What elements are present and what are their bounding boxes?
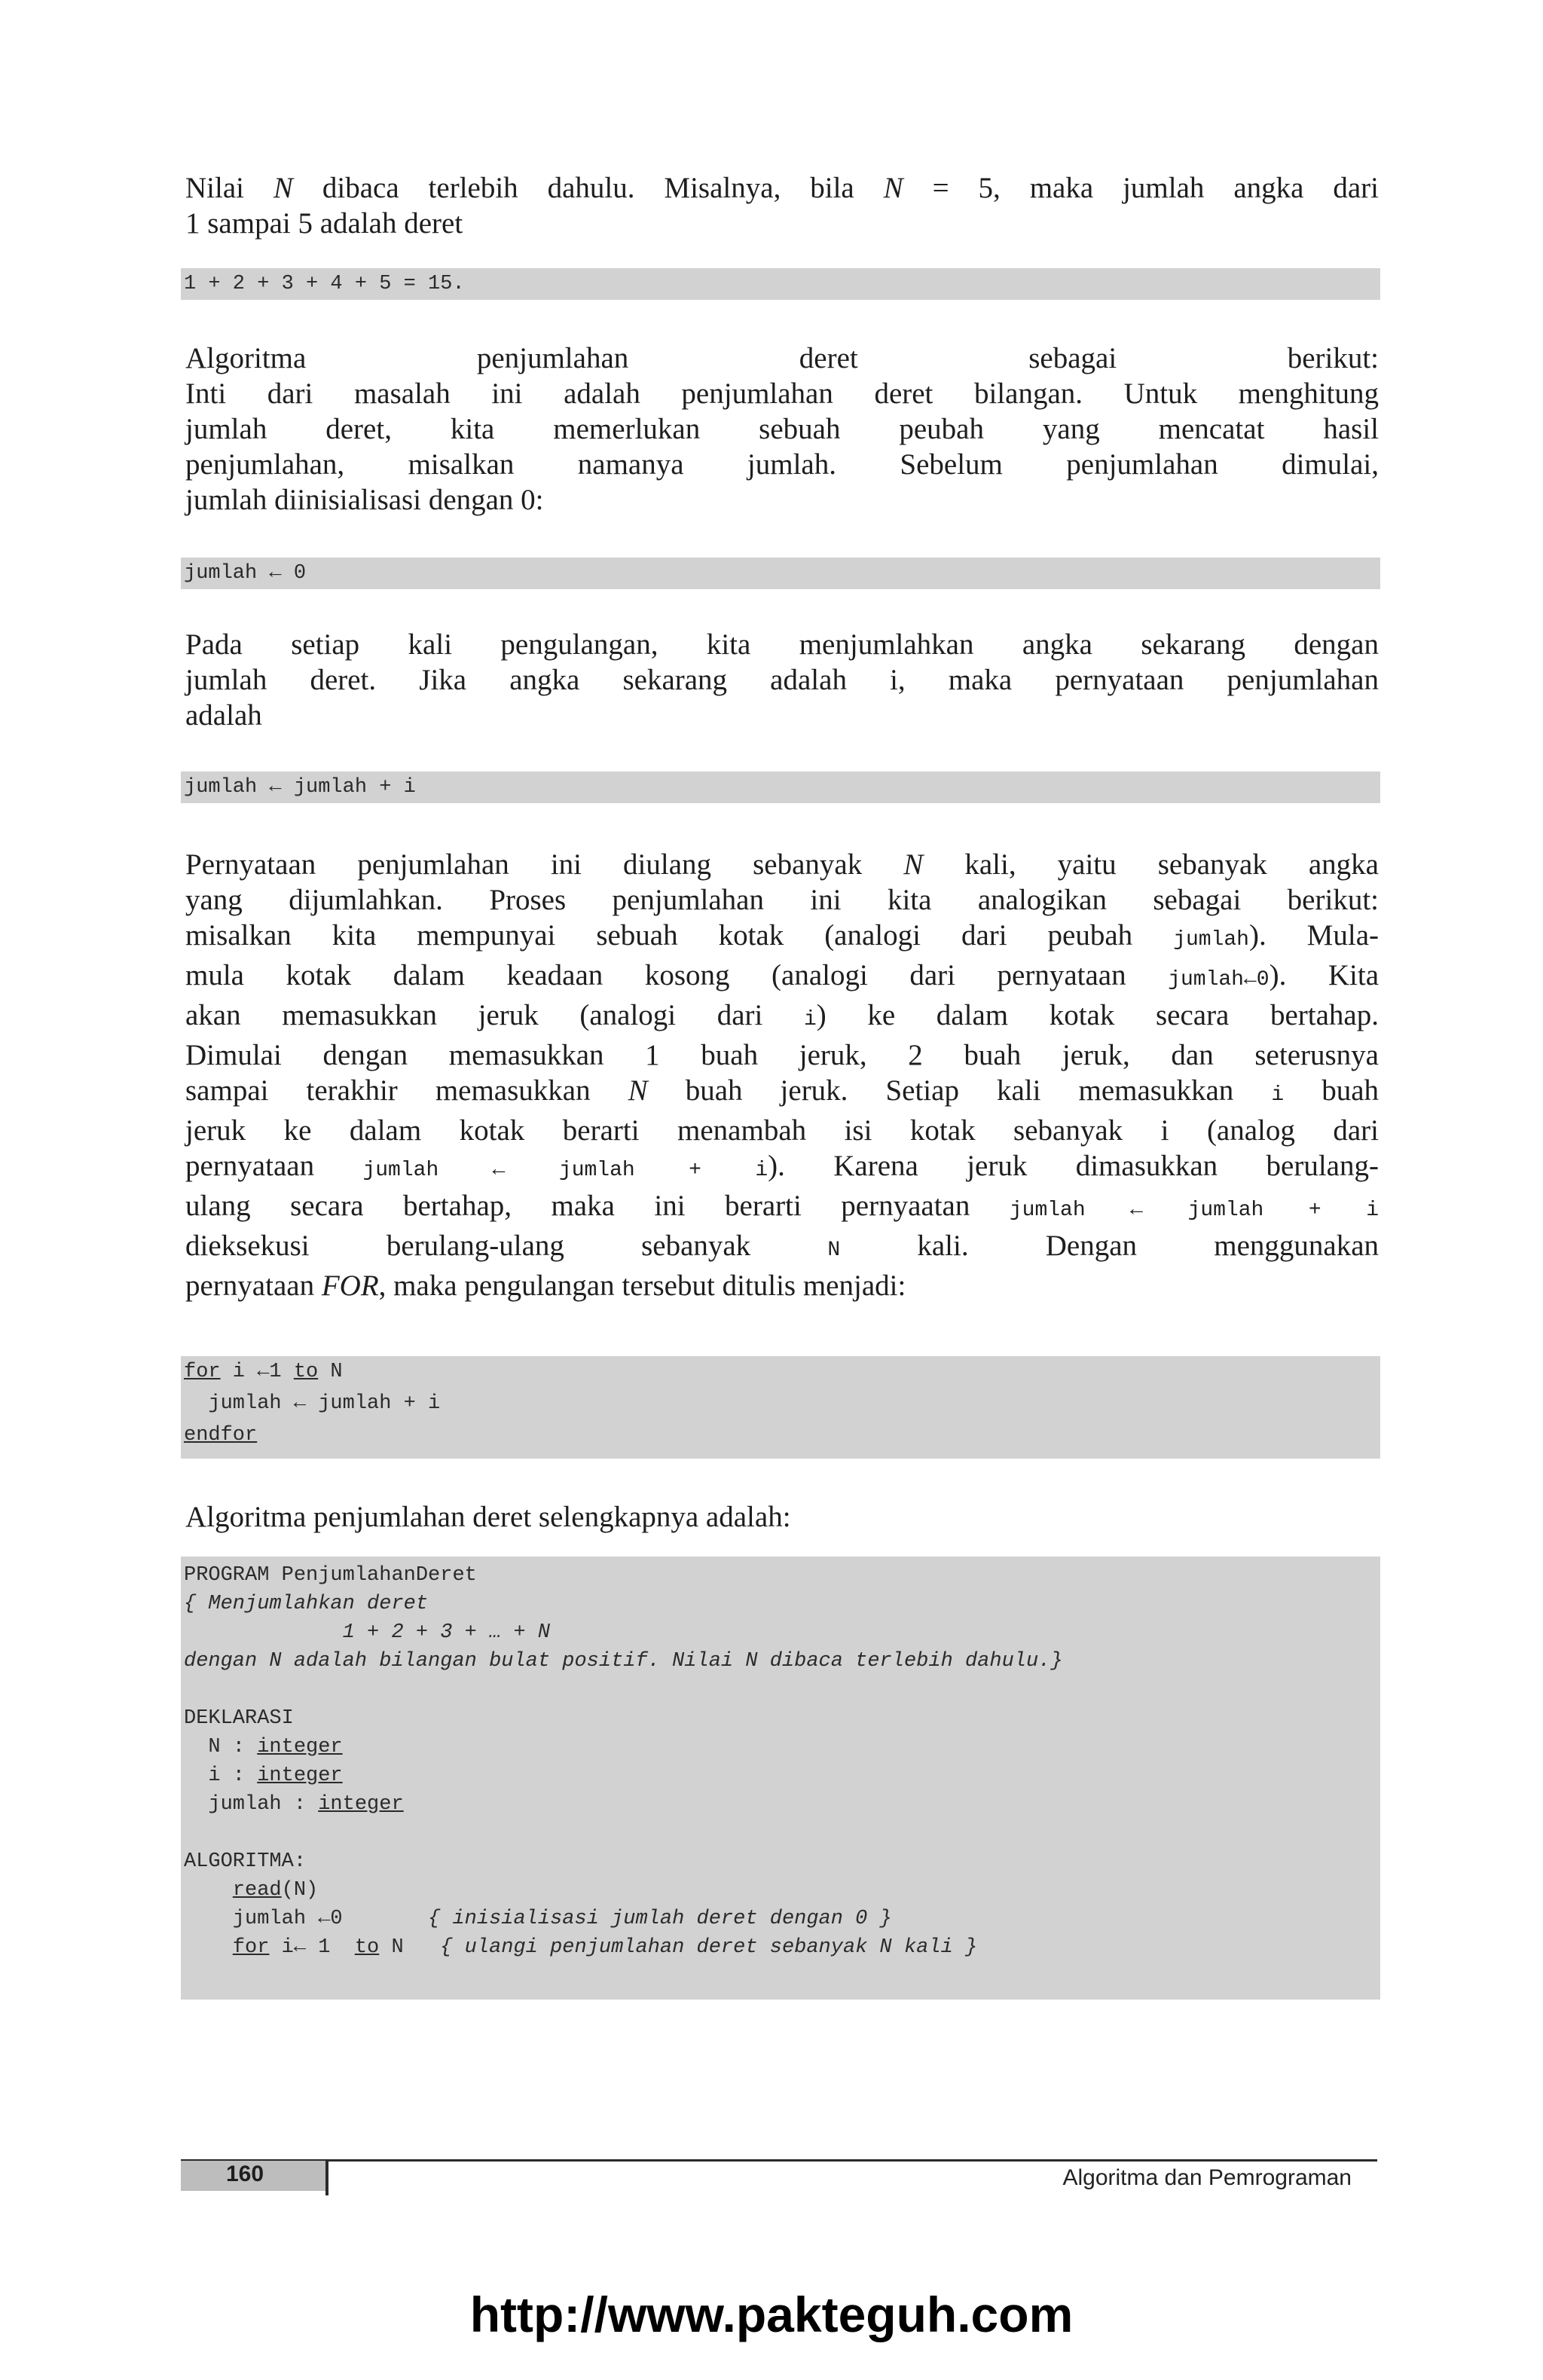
italic-term: N (628, 1074, 648, 1107)
code-line (184, 1676, 1377, 1704)
keyword: endfor (184, 1424, 258, 1447)
keyword: to (354, 1936, 380, 1959)
inline-code: jumlah ← jumlah + i (1009, 1199, 1379, 1222)
text-line: 1 sampai 5 adalah deret (185, 207, 463, 240)
text-line: akan memasukkan jeruk (analogi dari i) ke dalam kotak secara bertahap. (185, 999, 1379, 1031)
keyword: integer (318, 1793, 404, 1816)
keyword: integer (257, 1736, 343, 1758)
code-line: N : integer (184, 1736, 343, 1758)
running-footer-title: Algoritma dan Pemrograman (1062, 2165, 1352, 2190)
code-line (184, 1590, 1377, 1618)
code-line: read(N) (232, 1879, 319, 1902)
text-line: penjumlahan, misalkan namanya jumlah. Sebelum penjumlahan dimulai, (185, 448, 1379, 481)
inline-code: jumlah (1173, 928, 1249, 952)
text-line: Dimulai dengan memasukkan 1 buah jeruk, 2 buah jeruk, dan seterusnya (185, 1039, 1379, 1071)
footer-rule (181, 2159, 1377, 2162)
code-block-sum-example (181, 268, 1380, 300)
text-line: mula kotak dalam keadaan kosong (analogi dari pernyataan jumlah←0). Kita (185, 959, 1380, 991)
code-line: jumlah ← 0 (184, 562, 307, 585)
text-line: Nilai N dibaca terlebih dahulu. Misalnya, bila N = 5, maka jumlah angka dari (185, 172, 1380, 204)
inline-code: N (827, 1239, 841, 1262)
full-algorithm-intro (185, 1499, 1379, 1535)
text-line: Pada setiap kali pengulangan, kita menjumlahkan angka sekarang dengan (185, 628, 1379, 661)
text-line: misalkan kita mempunyai sebuah kotak (analogi dari peubah jumlah). Mula- (185, 919, 1379, 952)
code-line: jumlah : integer (184, 1793, 404, 1816)
watermark-url: http://www.pakteguh.com (469, 2287, 1074, 2342)
keyword: for (232, 1936, 270, 1959)
text-line: ulang secara bertahap, maka ini berarti pernyaatan jumlah ← jumlah + i (185, 1190, 1379, 1222)
page-number: 160 (226, 2162, 264, 2186)
italic-term: N (883, 172, 903, 204)
footer-divider (325, 2159, 328, 2195)
loop-intro-paragraph (185, 627, 1379, 733)
algorithm-intro-paragraph (185, 341, 1379, 518)
italic-term: { ulangi penjumlahan deret sebanyak N kali } (440, 1936, 978, 1959)
inline-code: i (1271, 1083, 1285, 1107)
intro-paragraph (185, 170, 1379, 241)
text-line: jumlah deret, kita memerlukan sebuah peubah yang mencatat hasil (185, 413, 1379, 445)
text-line: jumlah deret. Jika angka sekarang adalah i, maka pernyataan penjumlahan (185, 664, 1379, 696)
keyword: to (293, 1361, 319, 1383)
code-line (184, 1819, 1377, 1847)
code-line: DEKLARASI (184, 1707, 294, 1730)
code-line: ALGORITMA: (184, 1850, 307, 1873)
keyword: for (184, 1361, 221, 1383)
code-line: 1 + 2 + 3 + 4 + 5 = 15. (184, 273, 465, 295)
italic-term: 1 + 2 + 3 + … + N (184, 1621, 551, 1644)
italic-term: { inisialisasi jumlah deret dengan 0 } (428, 1908, 892, 1930)
code-block-add (181, 771, 1380, 803)
keyword: read (232, 1879, 282, 1902)
explanation-paragraph (185, 847, 1379, 1303)
italic-term: dengan N adalah bilangan bulat positif. Nilai N dibaca terlebih dahulu.} (184, 1650, 1063, 1673)
inline-code: i (803, 1008, 817, 1031)
text-line: Inti dari masalah ini adalah penjumlahan deret bilangan. Untuk menghitung (185, 377, 1379, 410)
keyword: integer (257, 1764, 343, 1787)
code-line (184, 1419, 1377, 1451)
code-block-init (181, 558, 1380, 589)
text-line: sampai terakhir memasukkan N buah jeruk. Setiap kali memasukkan i buah (185, 1074, 1380, 1107)
text-line: yang dijumlahkan. Proses penjumlahan ini kita analogikan sebagai berikut: (185, 884, 1379, 916)
italic-term: { Menjumlahkan deret (184, 1593, 429, 1615)
italic-term: FOR (321, 1269, 379, 1302)
code-line: jumlah ← jumlah + i (184, 776, 416, 799)
text-line: pernyataan FOR, maka pengulangan tersebut ditulis menjadi: (185, 1269, 906, 1302)
text-line: adalah (185, 699, 262, 732)
text-line: jeruk ke dalam kotak berarti menambah isi kotak sebanyak i (analog dari (185, 1114, 1379, 1147)
inline-code: jumlah ← jumlah + i (362, 1159, 768, 1182)
text-line: Pernyataan penjumlahan ini diulang sebanyak N kali, yaitu sebanyak angka (185, 848, 1379, 881)
text-line: dieksekusi berulang-ulang sebanyak N kali. Dengan menggunakan (185, 1230, 1379, 1262)
code-line: jumlah ←0 { inisialisasi jumlah deret dengan 0 } (184, 1908, 892, 1930)
code-line (184, 1647, 1377, 1676)
text-line: jumlah diinisialisasi dengan 0: (185, 484, 544, 516)
code-line (184, 1618, 1377, 1647)
text-line: Algoritma penjumlahan deret selengkapnya adalah: (185, 1501, 791, 1533)
text-line: Algoritma penjumlahan deret sebagai berikut: (185, 342, 1379, 374)
italic-term: N (903, 848, 924, 881)
code-block-for-loop (181, 1356, 1380, 1459)
code-line: for i← 1 to N { ulangi penjumlahan deret sebanyak N kali } (232, 1936, 978, 1959)
code-line: PROGRAM PenjumlahanDeret (184, 1564, 477, 1587)
code-line: i : integer (184, 1764, 343, 1787)
italic-term: N (273, 172, 293, 204)
code-line: jumlah ← jumlah + i (184, 1392, 441, 1415)
code-block-program (181, 1557, 1380, 2000)
code-line: for i ←1 to N (184, 1361, 343, 1383)
text-line: pernyataan jumlah ← jumlah + i). Karena jeruk dimasukkan berulang- (185, 1150, 1379, 1182)
inline-code: jumlah←0 (1168, 968, 1270, 991)
